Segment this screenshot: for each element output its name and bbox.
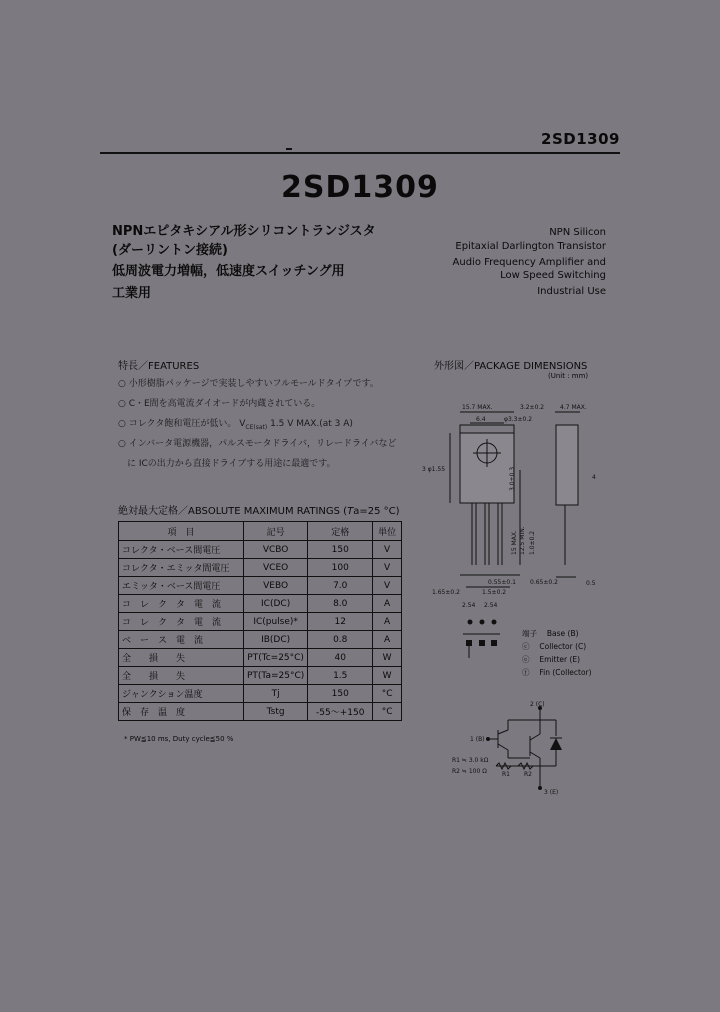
- header-rule: [100, 152, 620, 154]
- ratings-heading: 絶対最大定格／ABSOLUTE MAXIMUM RATINGS (Ta=25 °C): [118, 506, 400, 517]
- col-rating: 定格: [308, 522, 373, 541]
- package-dimensions-drawing: [420, 395, 610, 610]
- dim-label: 2.54: [462, 602, 476, 609]
- jp-line-2: (ダーリントン接続): [112, 243, 228, 258]
- circuit-label: R1: [502, 771, 510, 778]
- en-line-2: Epitaxial Darlington Transistor: [455, 241, 606, 252]
- circuit-label: 2 (C): [530, 701, 545, 708]
- table-row: [119, 685, 402, 703]
- table-row: [119, 541, 402, 559]
- dim-label: 3 φ1.55: [422, 466, 446, 473]
- rating-item: 全 損 失: [119, 649, 244, 667]
- page-title: 2SD1309: [281, 170, 439, 205]
- rating-item: コ レ ク タ 電 流: [119, 595, 244, 613]
- feature-item-text: ○ コレクタ飽和電圧が低い。 V: [118, 419, 246, 429]
- dim-label: 1.65±0.2: [432, 589, 460, 596]
- dim-label: 3.0±0.3: [509, 466, 516, 491]
- absolute-max-ratings-table: [118, 521, 402, 721]
- rating-symbol: PT(Ta=25°C): [244, 667, 308, 685]
- rating-symbol: PT(Tc=25°C): [244, 649, 308, 667]
- rating-item: エミッタ・ベース間電圧: [119, 577, 244, 595]
- dim-label: 4: [592, 474, 596, 481]
- rating-value: 150: [308, 685, 373, 703]
- rating-value: 12: [308, 613, 373, 631]
- en-line-3: Audio Frequency Amplifier and: [452, 257, 606, 268]
- rating-symbol: VCBO: [244, 541, 308, 559]
- pin-legend-emitter: ⓔ Emitter (E): [522, 655, 581, 664]
- rating-unit: A: [373, 595, 402, 613]
- dim-label: φ3.3±0.2: [504, 416, 533, 423]
- package-tab: [460, 425, 514, 433]
- rating-value: 100: [308, 559, 373, 577]
- pin-legend-base: 端子 Base (B): [522, 629, 579, 638]
- table-row: [119, 595, 402, 613]
- pin-legend-collector: ⓒ Collector (C): [522, 642, 587, 651]
- rating-item: コ レ ク タ 電 流: [119, 613, 244, 631]
- package-unit: (Unit : mm): [548, 372, 589, 380]
- table-row: [119, 631, 402, 649]
- rating-unit: W: [373, 667, 402, 685]
- rating-item: ベ ー ス 電 流: [119, 631, 244, 649]
- header-part-number: 2SD1309: [541, 130, 620, 148]
- features-heading: 特長／FEATURES: [118, 361, 200, 372]
- ratings-heading-text: 絶対最大定格／ABSOLUTE MAXIMUM RATINGS (: [118, 506, 348, 517]
- circuit-label: R2 ≒ 100 Ω: [452, 768, 487, 775]
- rating-item: コレクタ・ベース間電圧: [119, 541, 244, 559]
- feature-item: ○ コレクタ飽和電圧が低い。 $V_{CE(sat)}$ 1.5 V MAX.(at 3 A): [118, 419, 353, 431]
- rating-value: -55～+150: [308, 703, 373, 721]
- feature-item: ○ C・E間を高電流ダイオードが内蔵されている。: [118, 399, 321, 409]
- dim-label: 4.7 MAX.: [560, 404, 587, 411]
- circuit-label: R1 ≒ 3.0 kΩ: [452, 757, 489, 764]
- dim-label: 3.2±0.2: [520, 404, 545, 411]
- dim-label: 2.54: [484, 602, 498, 609]
- ratings-condition: a=25 °C): [353, 506, 400, 517]
- rating-unit: °C: [373, 703, 402, 721]
- rating-unit: °C: [373, 685, 402, 703]
- rating-item: 全 損 失: [119, 667, 244, 685]
- rating-symbol: VCEO: [244, 559, 308, 577]
- feature-item: ○ インバータ電源機器，パルスモータドライバ，リレードライバなど: [118, 439, 397, 449]
- rating-unit: V: [373, 541, 402, 559]
- table-row: [119, 559, 402, 577]
- rating-symbol: VEBO: [244, 577, 308, 595]
- circuit-label: R2: [524, 771, 532, 778]
- rating-symbol: IB(DC): [244, 631, 308, 649]
- rating-value: 1.5: [308, 667, 373, 685]
- jp-line-3: 低周波電力増幅，低速度スイッチング用: [112, 264, 345, 279]
- header-tick: [286, 148, 292, 150]
- rating-unit: A: [373, 631, 402, 649]
- rating-symbol: IC(pulse)*: [244, 613, 308, 631]
- rating-symbol: Tj: [244, 685, 308, 703]
- table-row: [119, 703, 402, 721]
- rating-value: 7.0: [308, 577, 373, 595]
- col-unit: 単位: [373, 522, 402, 541]
- rating-unit: V: [373, 577, 402, 595]
- en-line-4: Low Speed Switching: [500, 270, 606, 281]
- package-side-view: [556, 425, 578, 505]
- dim-label: 12.5 MIN.: [519, 526, 526, 555]
- en-line-5: Industrial Use: [537, 286, 606, 297]
- rating-item: ジャンクション温度: [119, 685, 244, 703]
- jp-line-4: 工業用: [112, 286, 152, 301]
- rating-unit: V: [373, 559, 402, 577]
- en-line-1: NPN Silicon: [549, 227, 606, 238]
- dim-label: 0.65±0.2: [530, 579, 558, 586]
- dim-label: 0.5: [586, 580, 596, 587]
- rating-value: 150: [308, 541, 373, 559]
- table-row: [119, 577, 402, 595]
- dim-label: 15 MAX.: [511, 530, 518, 555]
- table-row: [119, 649, 402, 667]
- table-header-row: [119, 522, 402, 541]
- rating-item: 保 存 温 度: [119, 703, 244, 721]
- table-row: [119, 613, 402, 631]
- package-heading: 外形図／PACKAGE DIMENSIONS: [434, 361, 588, 372]
- rating-value: 8.0: [308, 595, 373, 613]
- dim-label: 6.4: [476, 416, 486, 423]
- jp-line-1: NPNエピタキシアル形シリコントランジスタ: [112, 224, 376, 239]
- diode-symbol: [550, 738, 562, 750]
- table-row: [119, 667, 402, 685]
- rating-value: 0.8: [308, 631, 373, 649]
- rating-value: 40: [308, 649, 373, 667]
- ratings-note: * PW≦10 ms, Duty cycle≦50 %: [124, 735, 234, 743]
- rating-item: コレクタ・エミッタ間電圧: [119, 559, 244, 577]
- circuit-label: 1 (B): [470, 736, 485, 743]
- circuit-label: 3 (E): [544, 789, 559, 796]
- dim-label: 1.0±0.2: [529, 530, 536, 555]
- pin-legend-fin: ⓕ Fin (Collector): [522, 668, 592, 677]
- feature-item: ○ 小形樹脂パッケージで実装しやすいフルモールドタイプです。: [118, 379, 379, 389]
- vce-sat-value: 1.5 V MAX.(at 3 A): [270, 419, 353, 429]
- dim-label: 0.55±0.1: [488, 579, 516, 586]
- feature-item: に ICの出力から直接ドライブする用途に最適です。: [118, 459, 336, 469]
- col-symbol: 記号: [244, 522, 308, 541]
- rating-unit: A: [373, 613, 402, 631]
- col-item: 項 目: [119, 522, 244, 541]
- rating-symbol: IC(DC): [244, 595, 308, 613]
- dim-label: 1.5±0.2: [482, 589, 507, 596]
- dim-label: 15.7 MAX.: [462, 404, 493, 411]
- rating-symbol: Tstg: [244, 703, 308, 721]
- pin-layout-diagram: [460, 612, 510, 662]
- rating-unit: W: [373, 649, 402, 667]
- equivalent-circuit-diagram: [448, 700, 588, 796]
